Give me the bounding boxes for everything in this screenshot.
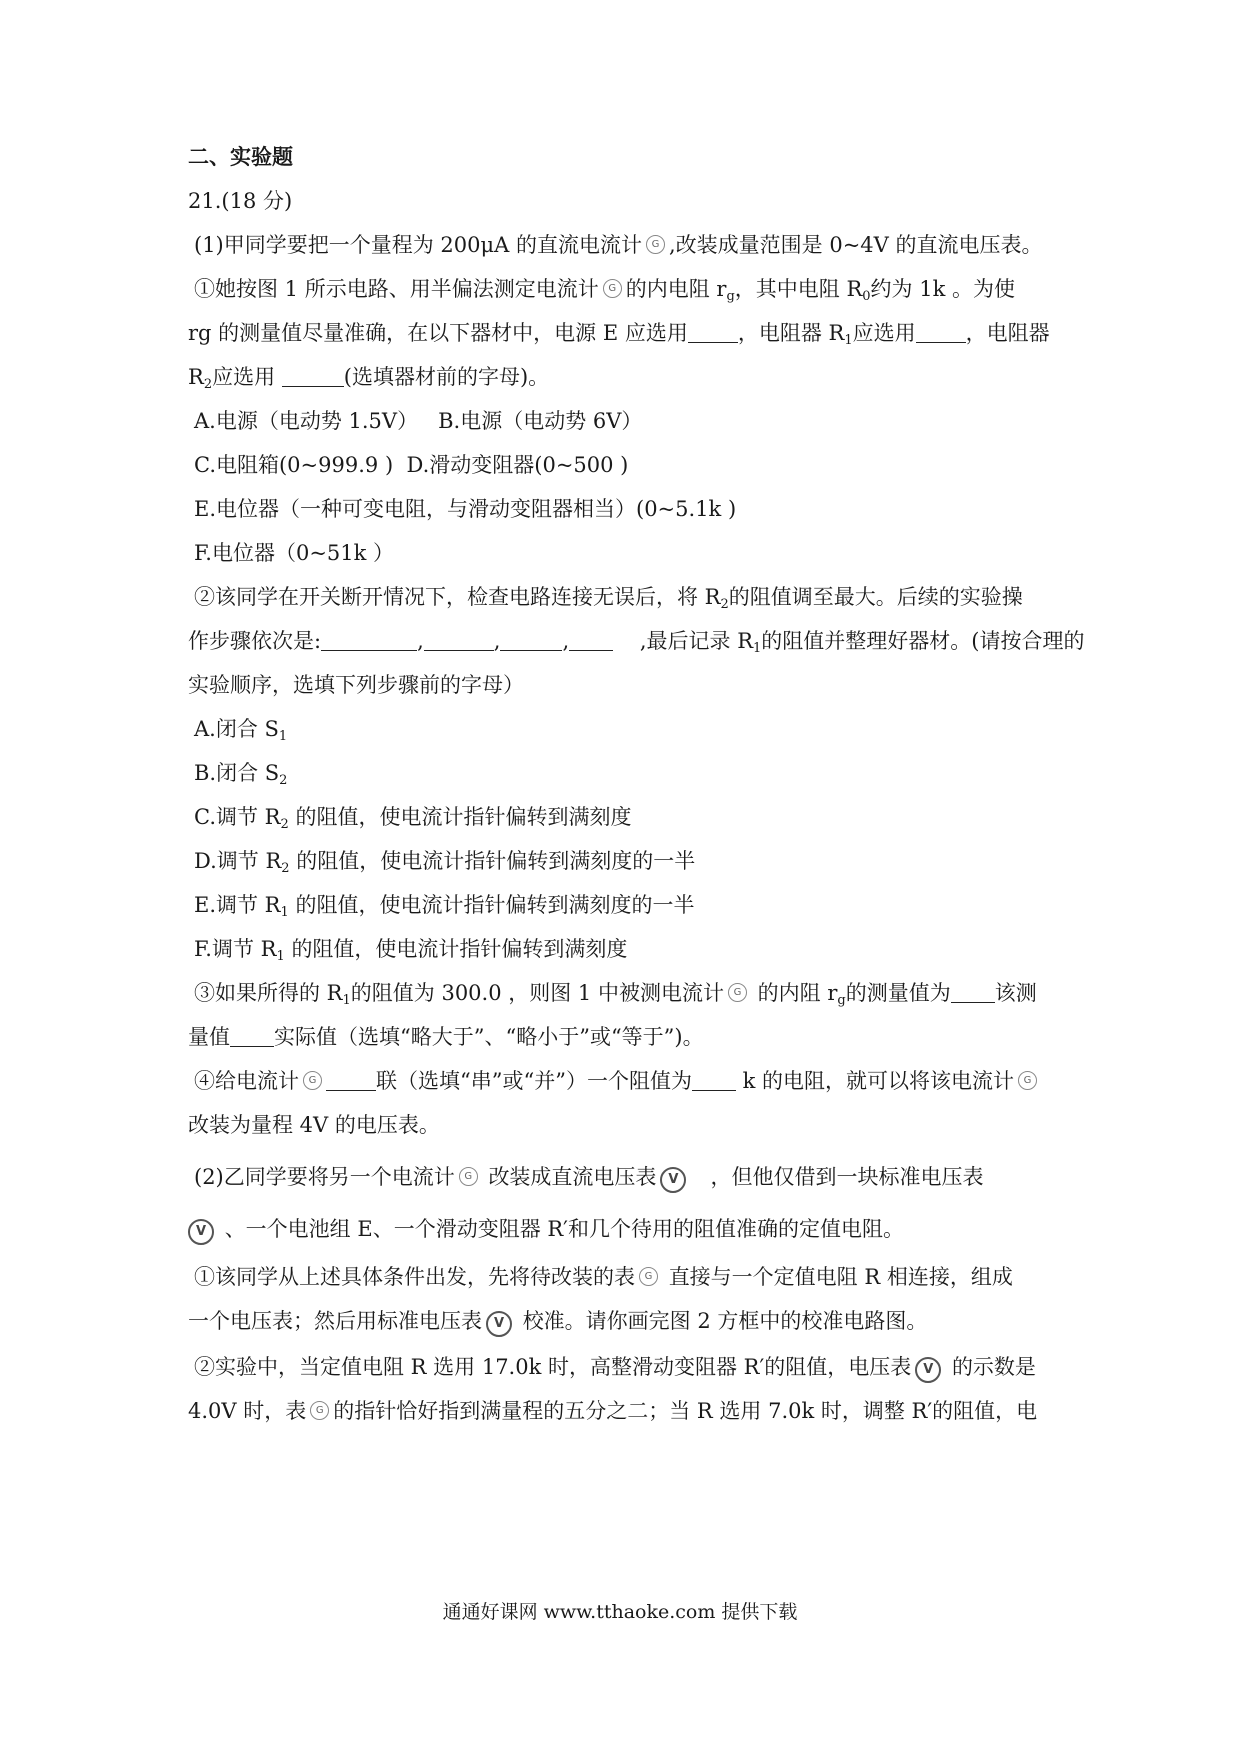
answer-blank-resistance[interactable] — [692, 1070, 736, 1091]
galvanometer-icon: G — [1018, 1071, 1037, 1090]
part2-step1-line2: 一个电压表；然后用标准电压表 V 校准。请你画完图 2 方框中的校准电路图。 — [188, 1306, 1068, 1337]
step-c: C.调节 $R_2$ 的阻值，使电流计指针偏转到满刻度 — [194, 805, 632, 832]
part2-step1-line1: ①该同学从上述具体条件出发，先将待改装的表 G 直接与一个定值电阻 R 相连接，组成 — [194, 1265, 1013, 1289]
part1-intro: (1)甲同学要把一个量程为 200μA 的直流电流计 G ,改装成量范围是 0~4V 的直流电压表。 — [194, 233, 1043, 257]
question-number: 21.(18 分) — [188, 189, 293, 213]
galvanometer-icon: G — [310, 1401, 329, 1420]
galvanometer-icon: G — [728, 983, 747, 1002]
step-a: A.闭合 $S_1$ — [194, 717, 288, 744]
part1-step1-line2: rg 的测量值尽量准确，在以下器材中，电源 E 应选用 ，电阻器 $R_1$应选用 ，电阻器 — [188, 321, 1050, 348]
galvanometer-icon: G — [303, 1071, 322, 1090]
voltmeter-icon: V — [660, 1167, 686, 1193]
voltmeter-icon: V — [915, 1357, 941, 1383]
part1-step2-line2: 作步骤依次是: , , , ,最后记录 $R_1$的阻值并整理好器材。(请按合理的 — [188, 629, 1085, 656]
step-b: B.闭合 $S_2$ — [194, 761, 288, 788]
option-d: D.滑动变阻器(0~500 ) — [406, 453, 629, 477]
answer-blank-compare[interactable] — [230, 1026, 274, 1047]
option-line-ab — [194, 406, 1074, 436]
galvanometer-icon: G — [459, 1167, 478, 1186]
part2-intro: (2)乙同学要将另一个电流计 G 改装成直流电压表 V ，但他仅借到一块标准电压表 — [194, 1162, 1074, 1193]
option-e: E.电位器（一种可变电阻，与滑动变阻器相当）(0~5.1k ) — [194, 497, 737, 521]
step-e: E.调节 $R_1$ 的阻值，使电流计指针偏转到满刻度的一半 — [194, 893, 695, 920]
answer-blank-series-parallel[interactable] — [326, 1070, 376, 1091]
step-f: F.调节 $R_1$ 的阻值，使电流计指针偏转到满刻度 — [194, 937, 628, 964]
part1-step3-line1: ③如果所得的 $R_1$的阻值为 300.0 ，则图 1 中被测电流计 G 的内阻 $r_g$的测量值为 该测 — [194, 981, 1037, 1008]
part2-line2: V 、一个电池组 E、一个滑动变阻器 R′和几个待用的阻值准确的定值电阻。 — [188, 1214, 1068, 1245]
option-a: A.电源（电动势 1.5V） — [194, 409, 419, 433]
part1-step2-line1: ②该同学在开关断开情况下，检查电路连接无误后，将 $R_2$的阻值调至最大。后续的实验操 — [194, 585, 1023, 612]
answer-blank-rg[interactable] — [951, 982, 995, 1003]
part1-step1-line3: $R_2$应选用 (选填器材前的字母)。 — [188, 365, 550, 392]
answer-blank-r1[interactable] — [916, 322, 966, 343]
part2-step2-line2: 4.0V 时，表 G 的指针恰好指到满量程的五分之二；当 R 选用 7.0k 时，调整 R′的阻值，电 — [188, 1399, 1038, 1423]
answer-blank-step-2[interactable] — [424, 630, 494, 651]
galvanometer-icon: G — [603, 279, 622, 298]
option-b: B.电源（电动势 6V） — [438, 409, 643, 433]
galvanometer-icon: G — [646, 235, 665, 254]
part1-step4-line1: ④给电流计 G 联（选填“串”或“并”）一个阻值为 k 的电阻，就可以将该电流计 G — [194, 1066, 1074, 1096]
step-d: D.调节 $R_2$ 的阻值，使电流计指针偏转到满刻度的一半 — [194, 849, 696, 876]
option-f: F.电位器（0~51k ） — [194, 541, 395, 565]
answer-blank-power[interactable] — [688, 322, 738, 343]
answer-blank-r2[interactable] — [282, 366, 344, 387]
part1-step2-line3: 实验顺序，选填下列步骤前的字母） — [188, 673, 524, 697]
page-footer: 通通好课网 www.tthaoke.com 提供下载 — [442, 1601, 798, 1623]
voltmeter-icon: V — [188, 1219, 214, 1245]
answer-blank-step-3[interactable] — [500, 630, 562, 651]
part2-step2-line1: ②实验中，当定值电阻 R 选用 17.0k 时，高整滑动变阻器 R′的阻值，电压表 V 的示数是 — [194, 1352, 1074, 1383]
voltmeter-icon: V — [486, 1311, 512, 1337]
part1-step4-line2: 改装为量程 4V 的电压表。 — [188, 1113, 440, 1137]
section-title: 二、实验题 — [188, 145, 293, 169]
answer-blank-step-1[interactable] — [321, 630, 417, 651]
answer-blank-step-4[interactable] — [569, 630, 613, 651]
part1-step1-line1: ①她按图 1 所示电路、用半偏法测定电流计 G 的内电阻 $r_g$，其中电阻 $R_0$约为 1k 。为使 — [194, 277, 1015, 304]
galvanometer-icon: G — [639, 1267, 658, 1286]
part1-step3-line2: 量值 实际值（选填“略大于”、“略小于”或“等于”)。 — [188, 1025, 704, 1049]
option-line-cd — [194, 450, 1074, 480]
option-c: C.电阻箱(0~999.9 ) — [194, 453, 394, 477]
